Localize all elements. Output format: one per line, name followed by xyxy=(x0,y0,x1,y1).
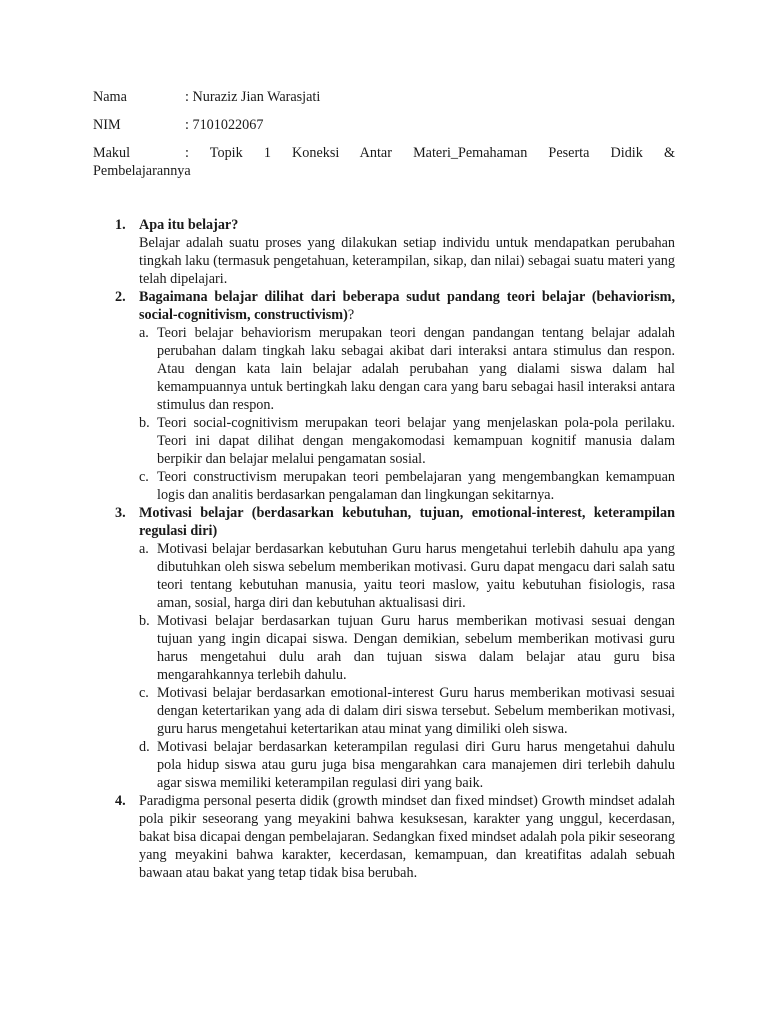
makul-value-line2: Pembelajarannya xyxy=(93,163,191,179)
sub-item-text: Motivasi belajar berdasarkan keterampilan regulasi diri Guru harus mengetahui dahulu pola hidup siswa atau guru juga bisa mengarahkan cara manajemen diri terlebih dahulu agar siswa memiliki keterampilan regulasi diri yang baik. xyxy=(157,739,675,791)
sub-item xyxy=(139,738,675,792)
question-3 xyxy=(115,504,675,792)
sub-item-letter: a. xyxy=(139,541,149,557)
question-number: 2. xyxy=(115,289,126,305)
sub-item xyxy=(139,468,675,504)
question-list xyxy=(0,216,768,882)
question-title: Motivasi belajar (berdasarkan kebutuhan, tujuan, emotional-interest, keterampilan regulasi diri) xyxy=(139,505,675,539)
question-2 xyxy=(115,288,675,504)
question-number: 4. xyxy=(115,793,126,809)
sub-item-text: Motivasi belajar berdasarkan tujuan Guru harus memberikan motivasi sesuai dengan tujuan yang ingin dicapai siswa. Dengan demikian, sebelum memberikan motivasi guru harus mengetahui dulu arah dan tujuan siswa dalam belajar atau guru bisa mengarahkannya terlebih dahulu. xyxy=(157,613,675,683)
nama-value: : Nuraziz Jian Warasjati xyxy=(185,89,321,105)
sub-item-text: Teori social-cognitivism merupakan teori belajar yang menjelaskan pola-pola perilaku. Teori ini dapat dilihat dengan mengakomodasi kemampuan kognitif manusia dalam berpikir dan belajar melalui pengamatan sosial. xyxy=(157,415,675,467)
sub-item-text: Teori constructivism merupakan teori pembelajaran yang mengembangkan kemampuan logis dan analitis berdasarkan pengalaman dan lingkungan sekitarnya. xyxy=(157,469,675,503)
sub-item-letter: c. xyxy=(139,469,149,485)
sub-item-text: Teori belajar behaviorism merupakan teori dengan pandangan tentang belajar adalah perubahan dalam tingkah laku sebagai akibat dari interaksi antara stimulus dan respon. Atau dengan kata lain belajar adalah perubahan yang dialami siswa dalam hal kemampuannya untuk bertingkah laku dengan cara yang baru sebagai hasil interaksi antara stimulus dan respon. xyxy=(157,325,675,413)
sub-item-letter: d. xyxy=(139,739,150,755)
question-4 xyxy=(115,792,675,882)
question-body: Belajar adalah suatu proses yang dilakukan setiap individu untuk mendapatkan perubahan tingkah laku (termasuk pengetahuan, keterampilan, sikap, dan nilai) sebagai suatu materi yang telah dipelajari. xyxy=(139,235,675,287)
question-title-suffix: ? xyxy=(347,307,355,323)
question-title xyxy=(139,288,675,324)
sub-item-letter: b. xyxy=(139,415,150,431)
makul-value-wrap xyxy=(185,144,675,162)
question-title: Apa itu belajar? xyxy=(139,217,239,233)
question-number: 1. xyxy=(115,217,126,233)
sub-item xyxy=(139,414,675,468)
question-number: 3. xyxy=(115,505,126,521)
nim-label: NIM xyxy=(93,117,121,133)
sub-item-text: Motivasi belajar berdasarkan kebutuhan Guru harus mengetahui terlebih dahulu apa yang dibutuhkan oleh siswa sebelum memberikan motivasi. Guru dapat mengacu dari salah satu teori tentang kebutuhan manusia, yaitu teori maslow, yaitu kebutuhan fisiologis, rasa aman, sosial, harga diri dan kebutuhan aktualisasi diri. xyxy=(157,541,675,611)
sub-item-letter: c. xyxy=(139,685,149,701)
makul-label: Makul xyxy=(93,145,131,161)
sub-item xyxy=(139,612,675,684)
question-body: Paradigma personal peserta didik (growth mindset dan fixed mindset) Growth mindset adalah pola pikir seseorang yang meyakini bahwa kesuksesan, karakter yang unggul, kecerdasan, bakat bisa dicapai dengan pembelajaran. Sedangkan fixed mindset adalah pola pikir seseorang yang meyakini bahwa karakter, kecerdasan, kemampuan, dan kreatifitas adalah sebuah bawaan atau bakat yang tetap tidak bisa berubah. xyxy=(139,793,675,881)
question-1 xyxy=(115,216,675,288)
sub-item xyxy=(139,540,675,612)
sub-item-text: Motivasi belajar berdasarkan emotional-interest Guru harus memberikan motivasi sesuai dengan ketertarikan yang ada di dalam diri siswa tersebut. Sebelum memberikan motivasi, guru harus mengetahui ketertarikan atau minat yang dimiliki oleh siswa. xyxy=(157,685,675,737)
nama-label: Nama xyxy=(93,89,127,105)
sub-item xyxy=(139,324,675,414)
sub-item-letter: b. xyxy=(139,613,150,629)
question-title-text: Bagaimana belajar dilihat dari beberapa sudut pandang teori belajar (behaviorism, social-cognitivism, constructivism) xyxy=(139,289,675,323)
nim-value: : 7101022067 xyxy=(185,117,264,133)
sub-item-letter: a. xyxy=(139,325,149,341)
sub-item xyxy=(139,684,675,738)
makul-value-line1: : Topik 1 Koneksi Antar Materi_Pemahaman Peserta Didik & xyxy=(185,145,675,161)
